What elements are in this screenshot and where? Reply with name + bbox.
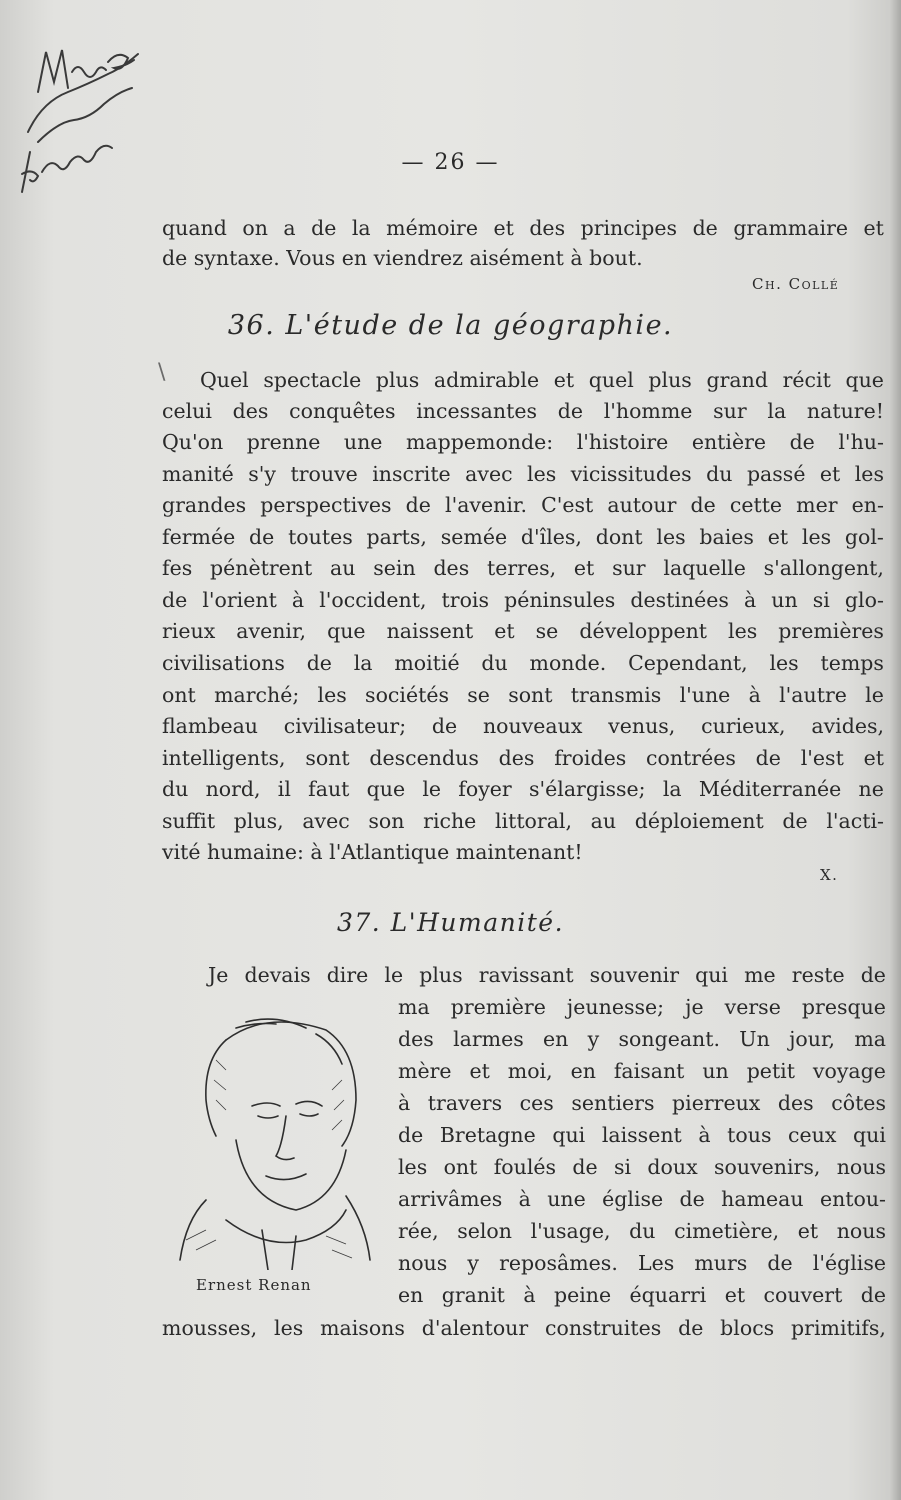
text-line: intelligents, sont descendus des froides contrées de l'est et — [162, 746, 884, 770]
text-line: fes pénètrent au sein des terres, et sur laquelle s'allongent, — [162, 556, 884, 580]
attribution-colle: Ch. Collé — [752, 275, 840, 293]
text-line: des larmes en y songeant. Un jour, ma — [398, 1027, 886, 1051]
text-line: nous y reposâmes. Les murs de l'église — [398, 1251, 886, 1275]
text-line: arrivâmes à une église de hameau entou- — [398, 1187, 886, 1211]
page-number: — 26 — — [401, 150, 500, 175]
text-line: manité s'y trouve inscrite avec les vicissitudes du passé et les — [162, 462, 884, 486]
text-line: Quel spectacle plus admirable et quel plus grand récit que — [200, 368, 884, 392]
text-line: quand on a de la mémoire et des principes de grammaire et — [162, 216, 884, 240]
text-line: à travers ces sentiers pierreux des côtes — [398, 1091, 886, 1115]
text-line: flambeau civilisateur; de nouveaux venus, curieux, avides, — [162, 714, 884, 738]
text-line: grandes perspectives de l'avenir. C'est autour de cette mer en- — [162, 493, 884, 517]
text-line: suffit plus, avec son riche littoral, au déploiement de l'acti- — [162, 809, 884, 833]
text-line: rieux avenir, que naissent et se développent les premières — [162, 619, 884, 643]
text-line: de syntaxe. Vous en viendrez aisément à bout. — [162, 246, 643, 270]
text-line: Qu'on prenne une mappemonde: l'histoire entière de l'hu- — [162, 430, 884, 454]
text-line: Je devais dire le plus ravissant souvenir qui me reste de — [208, 963, 886, 987]
attribution-x: X. — [820, 866, 839, 884]
text-line: mère et moi, en faisant un petit voyage — [398, 1059, 886, 1083]
text-line: du nord, il faut que le foyer s'élargisse; la Méditerranée ne — [162, 777, 884, 801]
page-edge — [889, 0, 901, 1500]
text-line: en granit à peine équarri et couvert de — [398, 1283, 886, 1307]
text-line: ma première jeunesse; je verse presque — [398, 995, 886, 1019]
text-line: mousses, les maisons d'alentour construites de blocs primitifs, — [162, 1316, 886, 1340]
text-line: civilisations de la moitié du monde. Cependant, les temps — [162, 651, 884, 675]
pencil-mark: \ — [158, 360, 166, 385]
text-line: les ont foulés de si doux souvenirs, nous — [398, 1155, 886, 1179]
text-line: vité humaine: à l'Atlantique maintenant! — [162, 840, 583, 864]
handwritten-marginalia — [8, 22, 158, 202]
text-line: ont marché; les sociétés se sont transmis l'une à l'autre le — [162, 683, 884, 707]
portrait-caption: Ernest Renan — [196, 1276, 312, 1294]
text-line: fermée de toutes parts, semée d'îles, dont les baies et les gol- — [162, 525, 884, 549]
heading-37: 37. L'Humanité. — [336, 908, 565, 937]
renan-portrait-engraving — [166, 1000, 376, 1270]
text-line: rée, selon l'usage, du cimetière, et nous — [398, 1219, 886, 1243]
text-line: de Bretagne qui laissent à tous ceux qui — [398, 1123, 886, 1147]
text-line: celui des conquêtes incessantes de l'homme sur la nature! — [162, 399, 884, 423]
text-line: de l'orient à l'occident, trois péninsules destinées à un si glo- — [162, 588, 884, 612]
heading-36: 36. L'étude de la géographie. — [227, 310, 674, 341]
